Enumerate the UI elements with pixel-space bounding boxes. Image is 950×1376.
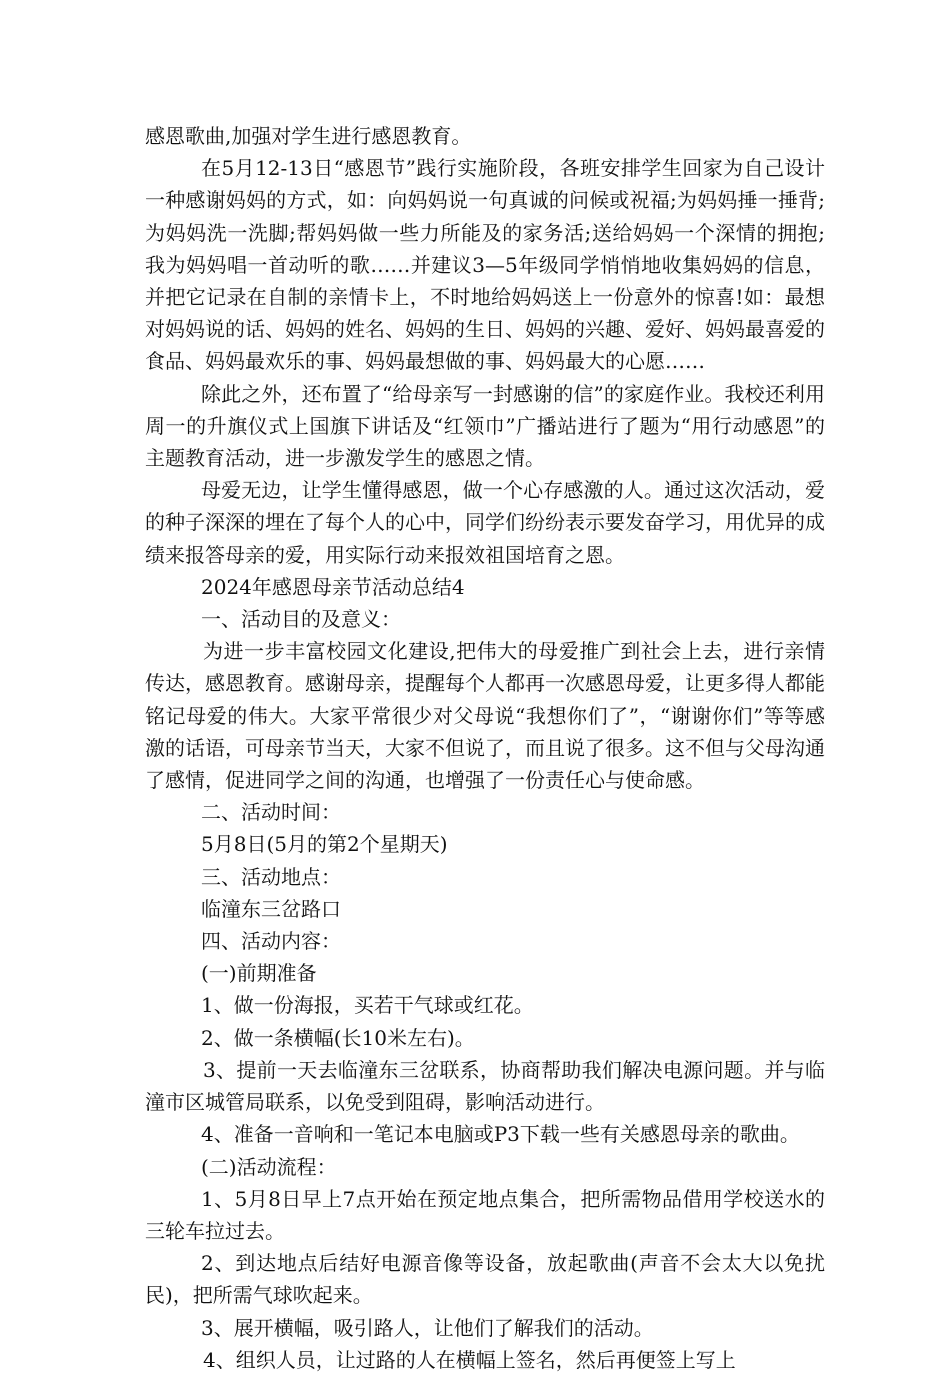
heading-content: 四、活动内容： [201,929,341,954]
section-title: 2024年感恩母亲节活动总结4 [201,574,465,599]
prep-item-3: 3、提前一天去临潼东三岔联系，协商帮助我们解决电源问题。并与临潼市区城管局联系，以免受到阻碍，影响活动进行。 [145,1057,825,1115]
paragraph-3: 除此之外，还布置了“给母亲写一封感谢的信”的家庭作业。我校还利用周一的升旗仪式上国旗下讲话及“红领巾”广播站进行了题为“用行动感恩”的主题教育活动，进一步激发学生的感恩之情。 [145,381,825,471]
subheading-preparation: (一)前期准备 [201,961,317,986]
heading-purpose: 一、活动目的及意义： [201,607,401,632]
document-body [145,120,825,1376]
activity-location: 临潼东三岔路口 [201,896,341,921]
process-item-3: 3、展开横幅，吸引路人，让他们了解我们的活动。 [201,1315,654,1340]
paragraph-4: 母爱无边，让学生懂得感恩，做一个心存感激的人。通过这次活动，爱的种子深深的埋在了每个人的心中，同学们纷纷表示要发奋学习，用优异的成绩来报答母亲的爱，用实际行动来报效祖国培育之恩。 [145,478,825,567]
prep-item-1: 1、做一份海报，买若干气球或红花。 [201,993,534,1018]
activity-time: 5月8日(5月的第2个星期天) [201,832,448,857]
process-item-1: 1、5月8日早上7点开始在预定地点集合，把所需物品借用学校送水的三轮车拉过去。 [145,1186,825,1243]
paragraph-2: 在5月12-13日“感恩节”践行实施阶段，各班安排学生回家为自己设计一种感谢妈妈的方式，如：向妈妈说一句真诚的问候或祝福;为妈妈捶一捶背;为妈妈洗一洗脚;帮妈妈做一些力所能及的家务活;送给妈妈一个深情的拥抱;我为妈妈唱一首动听的歌……并建议3—5年级同学悄悄地收集妈妈的信息，并把它记录在自制的亲情卡上，不时地给妈妈送上一份意外的惊喜!如：最想对妈妈说的话、妈妈的姓名、妈妈的生日、妈妈的兴趣、爱好、妈妈最喜爱的食品、妈妈最欢乐的事、妈妈最想做的事、妈妈最大的心愿…… [145,156,825,374]
subheading-process: (二)活动流程： [201,1154,337,1179]
paragraph-purpose: 为进一步丰富校园文化建设,把伟大的母爱推广到社会上去，进行亲情传达，感恩教育。感谢母亲，提醒每个人都再一次感恩母爱，让更多得人都能铭记母爱的伟大。大家平常很少对父母说“我想你们了”，“谢谢你们”等等感激的话语，可母亲节当天，大家不但说了，而且说了很多。这不但与父母沟通了感情，促进同学之间的沟通，也增强了一份责任心与使命感。 [145,639,825,793]
prep-item-4: 4、准备一音响和一笔记本电脑或P3下载一些有关感恩母亲的歌曲。 [201,1122,800,1147]
heading-location: 三、活动地点： [201,864,341,889]
process-item-4: 4、组织人员，让过路的人在横幅上签名，然后再便签上写上 [203,1347,736,1372]
paragraph-1: 感恩歌曲,加强对学生进行感恩教育。 [145,124,472,148]
heading-time: 二、活动时间： [201,800,341,825]
process-item-2: 2、到达地点后结好电源音像等设备，放起歌曲(声音不会太大以免扰民)，把所需气球吹起来。 [145,1251,825,1308]
prep-item-2: 2、做一条横幅(长10米左右)。 [201,1025,475,1050]
